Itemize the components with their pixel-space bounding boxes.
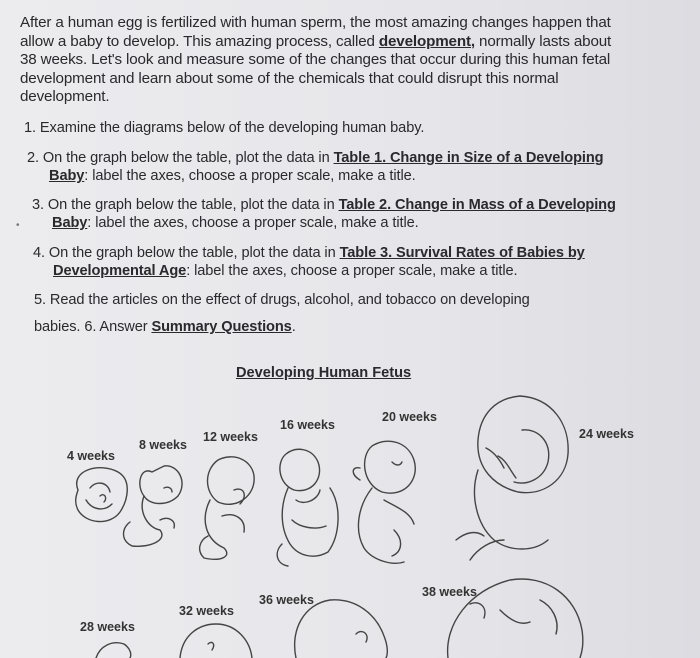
fetus-12-weeks-drawing	[200, 457, 254, 559]
fetus-8-weeks-drawing	[124, 466, 183, 546]
intro-line-1: After a human egg is fertilized with human sperm, the most amazing changes happen that	[20, 14, 611, 31]
step-2-text: 2. On the graph below the table, plot the data in	[27, 150, 334, 166]
step-5: 5. Read the articles on the effect of drugs, alcohol, and tobacco on developing	[34, 292, 530, 308]
fetus-28-weeks-drawing	[96, 643, 131, 658]
fetus-32-weeks-drawing	[180, 624, 252, 658]
intro-line-2c: normally lasts about	[474, 32, 612, 50]
table-3-link-cont[interactable]: Developmental Age	[53, 263, 187, 279]
fetus-24-weeks-drawing	[456, 396, 568, 560]
fetus-36-weeks-drawing	[295, 600, 388, 658]
development-term: development,	[378, 32, 475, 50]
step-6-period: .	[291, 319, 296, 335]
label-38-weeks: 38 weeks	[422, 585, 477, 599]
step-3-instructions: : label the axes, choose a proper scale, make a title.	[87, 215, 419, 231]
step-2-instructions: : label the axes, choose a proper scale, make a title.	[84, 168, 416, 184]
summary-questions-link[interactable]: Summary Questions	[151, 319, 292, 335]
fetus-16-weeks-drawing	[277, 449, 338, 566]
label-8-weeks: 8 weeks	[139, 438, 187, 452]
label-12-weeks: 12 weeks	[203, 430, 258, 444]
step-3-text: 3. On the graph below the table, plot the data in	[32, 197, 339, 213]
table-2-link[interactable]: Table 2. Change in Mass of a Developing	[338, 197, 616, 213]
step-4-text: 4. On the graph below the table, plot the data in	[33, 245, 340, 261]
table-2-link-cont[interactable]: Baby	[52, 215, 88, 231]
label-36-weeks: 36 weeks	[259, 593, 314, 607]
table-3-link[interactable]: Table 3. Survival Rates of Babies by	[339, 245, 585, 261]
step-6-text: babies. 6. Answer	[34, 319, 152, 335]
step-1: 1. Examine the diagrams below of the developing human baby.	[24, 120, 425, 136]
label-28-weeks: 28 weeks	[80, 620, 135, 634]
intro-line-2a: allow a baby to develop. This amazing process, called	[20, 32, 379, 50]
bullet-dot: •	[16, 220, 20, 231]
label-24-weeks: 24 weeks	[579, 427, 634, 441]
fetus-4-weeks-drawing	[76, 468, 128, 522]
figure-title: Developing Human Fetus	[236, 365, 412, 381]
label-16-weeks: 16 weeks	[280, 418, 335, 432]
intro-line-5: development.	[20, 88, 110, 106]
table-1-link[interactable]: Table 1. Change in Size of a Developing	[333, 150, 604, 166]
step-4-instructions: : label the axes, choose a proper scale, make a title.	[186, 263, 518, 279]
label-20-weeks: 20 weeks	[382, 410, 437, 424]
table-1-link-cont[interactable]: Baby	[49, 168, 85, 184]
intro-line-4: development and learn about some of the chemicals that could disrupt this normal	[20, 69, 559, 87]
label-32-weeks: 32 weeks	[179, 604, 234, 618]
intro-line-3: 38 weeks. Let's look and measure some of the changes that occur during this human fetal	[20, 51, 611, 69]
fetus-20-weeks-drawing	[353, 441, 415, 563]
label-4-weeks: 4 weeks	[67, 449, 115, 463]
